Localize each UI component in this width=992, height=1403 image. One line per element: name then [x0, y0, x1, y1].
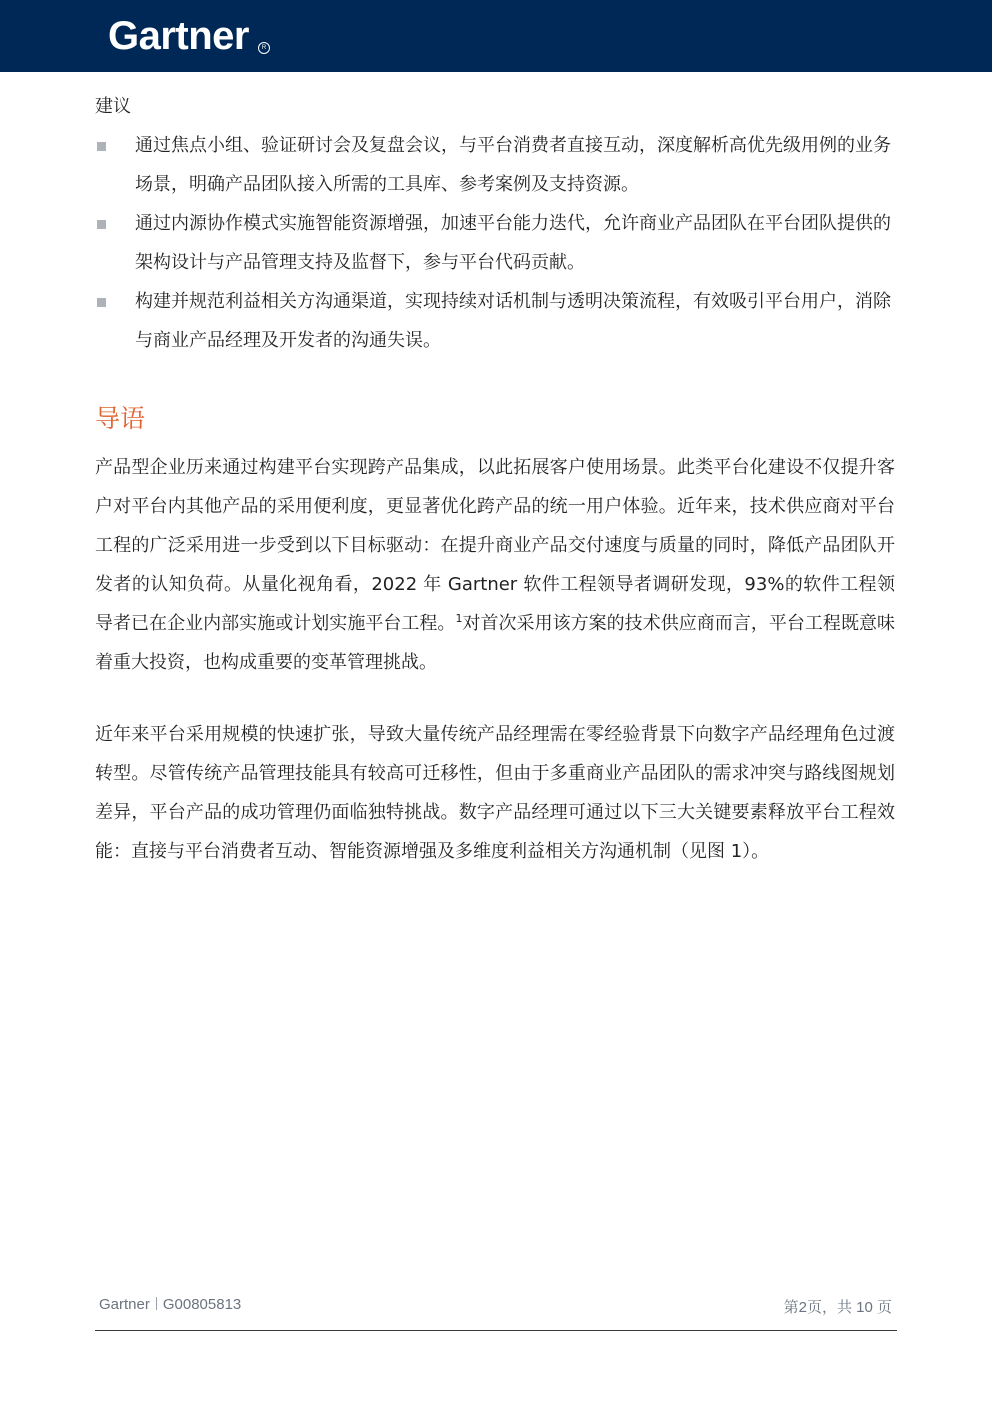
- footer-divider: [156, 1297, 157, 1310]
- square-bullet-icon: [97, 142, 106, 151]
- section-title: 导语: [95, 404, 146, 433]
- recommendations-heading: 建议: [95, 96, 131, 117]
- registered-mark-icon: R: [258, 42, 270, 54]
- footer-rule: [95, 1330, 897, 1331]
- list-item: [95, 126, 895, 204]
- paragraph-text: 对首次采用该方案的技术供应商而言，平台工程既意味着重大投资，也构成重要的变革管理挑战。: [95, 613, 895, 673]
- list-item: [95, 282, 895, 360]
- intro-paragraph-1: [95, 448, 895, 682]
- list-item-text: 通过内源协作模式实施智能资源增强，加速平台能力迭代，允许商业产品团队在平台团队提供的架构设计与产品管理支持及监督下，参与平台代码贡献。: [135, 213, 891, 273]
- square-bullet-icon: [97, 220, 106, 229]
- footnote-reference: 1: [455, 612, 463, 625]
- footer-doc-id: G00805813: [162, 1296, 242, 1313]
- footer-page-number: 第2页，共 10 页: [783, 1299, 892, 1316]
- square-bullet-icon: [97, 298, 106, 307]
- footer-doc-info: [99, 1296, 241, 1313]
- footer-brand: Gartner: [99, 1296, 150, 1313]
- page-header: [0, 0, 992, 72]
- list-item-text: 构建并规范利益相关方沟通渠道，实现持续对话机制与透明决策流程，有效吸引平台用户，消除与商业产品经理及开发者的沟通失误。: [135, 291, 891, 351]
- paragraph-text: 产品型企业历来通过构建平台实现跨产品集成，以此拓展客户使用场景。此类平台化建设不仅提升客户对平台内其他产品的采用便利度，更显著优化跨产品的统一用户体验。近年来，技术供应商对平台工程的广泛采用进一步受到以下目标驱动：在提升商业产品交付速度与质量的同时，降低产品团队开发者的认知负荷。从量化视角看，2022 年 Gartner 软件工程领导者调研发现，93%的软件工程领导者已在企业内部实施或计划实施平台工程。: [95, 457, 895, 634]
- list-item: [95, 204, 895, 282]
- gartner-logo: Gartner: [108, 14, 249, 58]
- list-item-text: 通过焦点小组、验证研讨会及复盘会议，与平台消费者直接互动，深度解析高优先级用例的业务场景，明确产品团队接入所需的工具库、参考案例及支持资源。: [135, 135, 891, 195]
- recommendations-list: [95, 126, 895, 360]
- page-content: [95, 94, 895, 871]
- intro-paragraph-2: 近年来平台采用规模的快速扩张，导致大量传统产品经理需在零经验背景下向数字产品经理角色过渡转型。尽管传统产品管理技能具有较高可迁移性，但由于多重商业产品团队的需求冲突与路线图规划差异，平台产品的成功管理仍面临独特挑战。数字产品经理可通过以下三大关键要素释放平台工程效能：直接与平台消费者互动、智能资源增强及多维度利益相关方沟通机制（见图 1）。: [95, 724, 895, 862]
